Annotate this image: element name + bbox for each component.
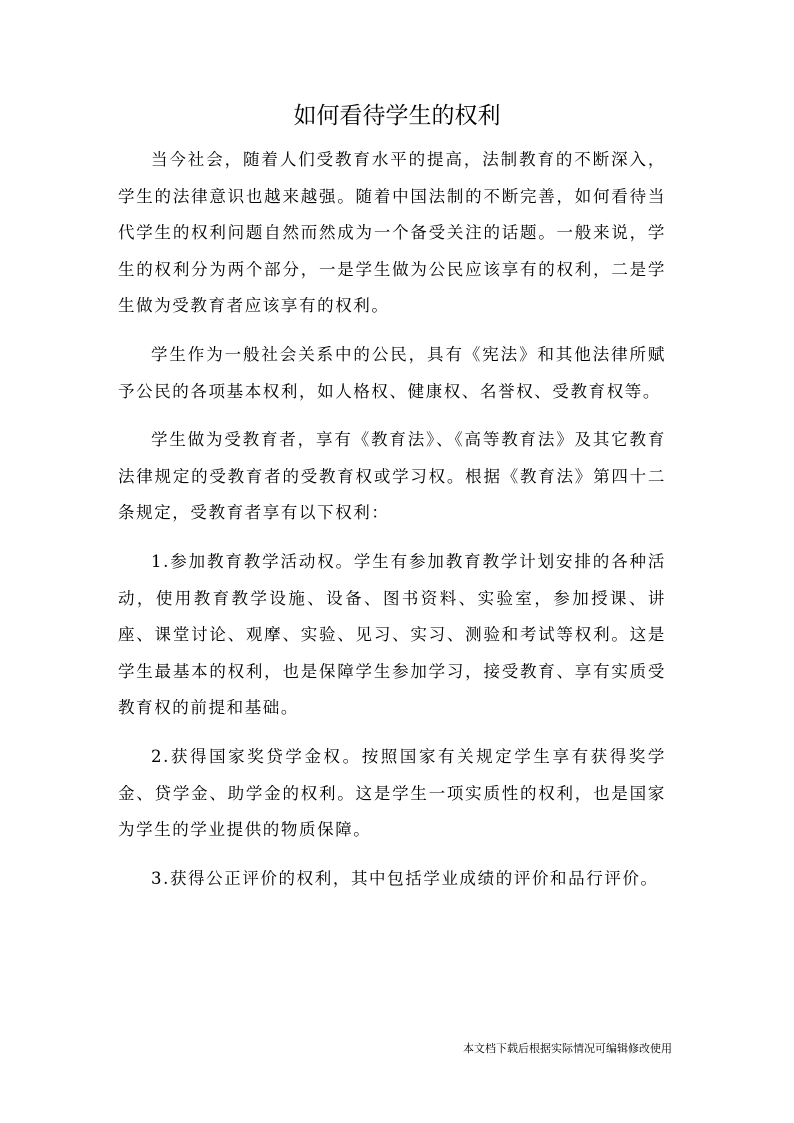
paragraph-intro: 当今社会，随着人们受教育水平的提高，法制教育的不断深入，学生的法律意识也越来越强。随着中国法制的不断完善，如何看待当代学生的权利问题自然而然成为一个备受关注的话题。一般来说，学生的权利分为两个部分，一是学生做为公民应该享有的权利，二是学生做为受教育者应该享有的权利。 <box>118 150 666 316</box>
document-body <box>118 142 666 909</box>
paragraph-citizen-rights: 学生作为一般社会关系中的公民，具有《宪法》和其他法律所赋予公民的各项基本权利，如人格权、健康权、名誉权、受教育权等。 <box>118 344 666 401</box>
paragraph-education-law: 学生做为受教育者，享有《教育法》、《高等教育法》及其它教育法律规定的受教育者的受教育权或学习权。根据《教育法》第四十二条规定，受教育者享有以下权利： <box>118 430 666 523</box>
paragraph-right-2: 2.获得国家奖贷学金权。按照国家有关规定学生享有获得奖学金、贷学金、助学金的权利。这是学生一项实质性的权利，也是国家为学生的学业提供的物质保障。 <box>118 746 666 840</box>
paragraph-right-1: 1.参加教育教学活动权。学生有参加教育教学计划安排的各种活动，使用教育教学设施、设备、图书资料、实验室，参加授课、讲座、课堂讨论、观摩、实验、见习、实习、测验和考试等权利。这是学生最基本的权利，也是保障学生参加学习，接受教育、享有实质受教育权的前提和基础。 <box>118 551 666 718</box>
page-footer-note: 本文档下载后根据实际情况可编辑修改使用 <box>463 1042 672 1055</box>
paragraph-right-3: 3.获得公正评价的权利，其中包括学业成绩的评价和品行评价。 <box>151 868 659 888</box>
document-title: 如何看待学生的权利 <box>293 103 501 129</box>
